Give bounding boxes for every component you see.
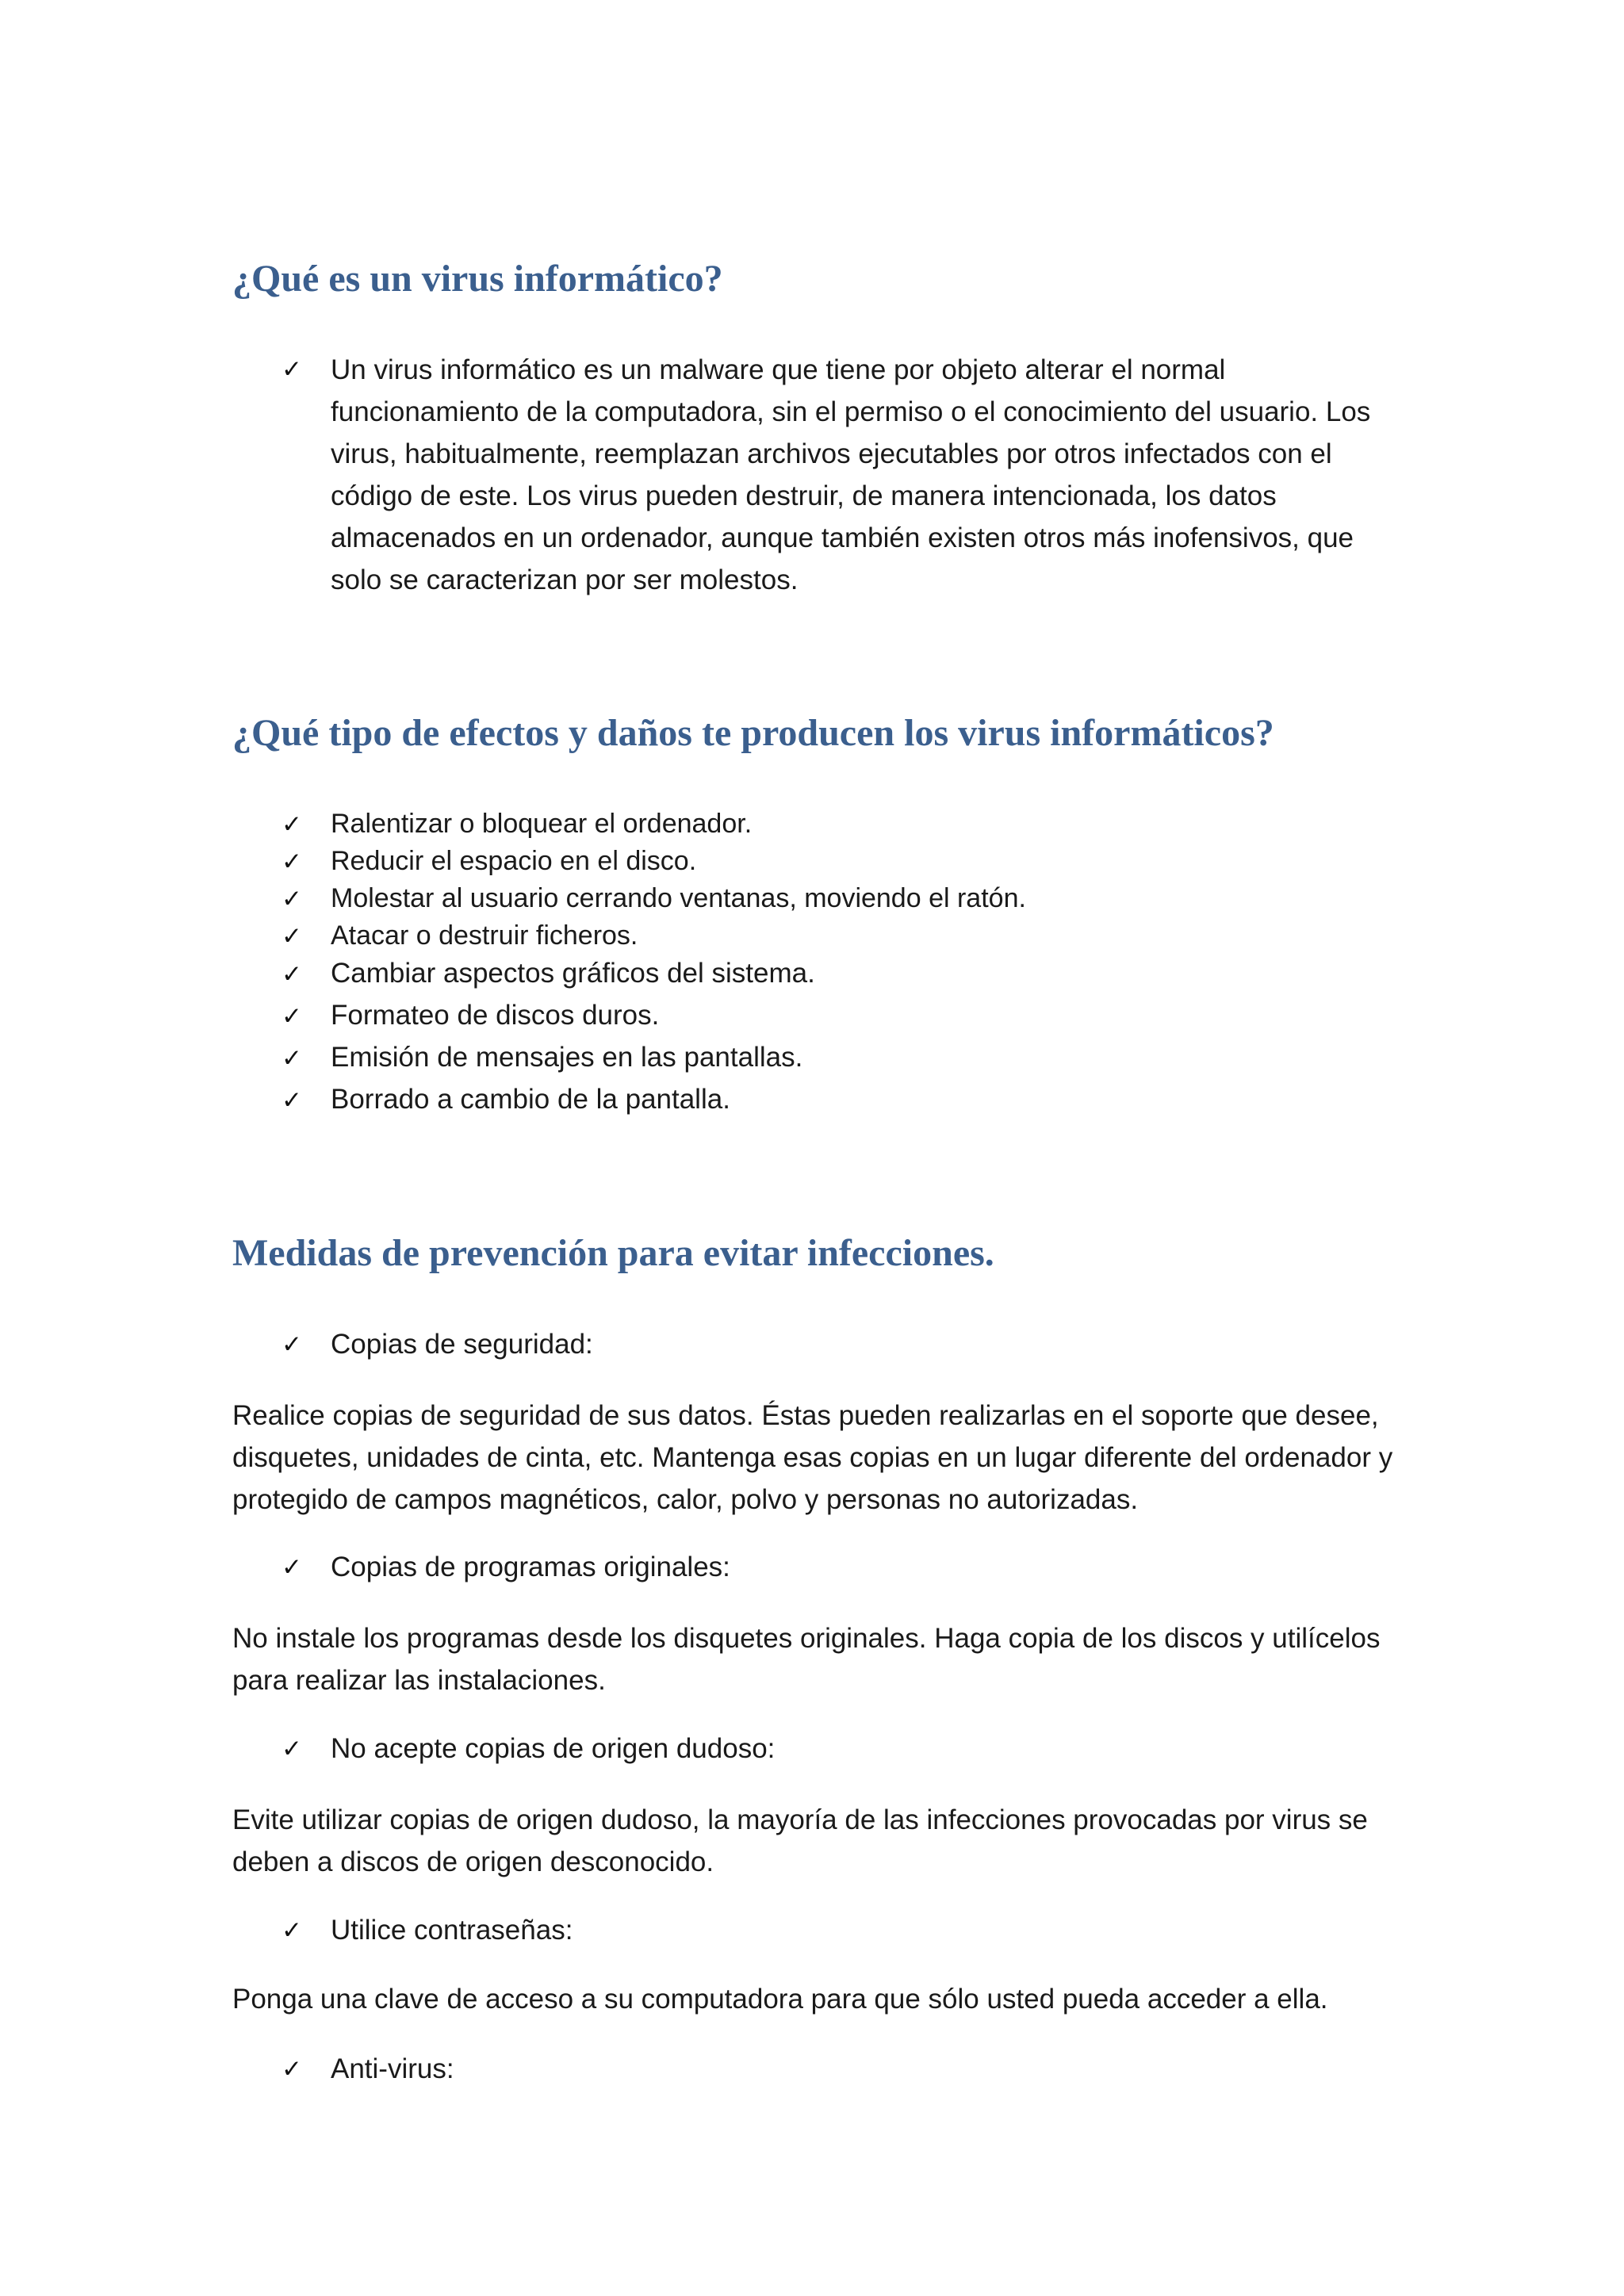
checkmark-icon: ✓: [282, 848, 302, 876]
effect-item: Emisión de mensajes en las pantallas.: [331, 1042, 803, 1073]
effect-item: Reducir el espacio en el disco.: [331, 846, 697, 876]
measure-description: Evite utilizar copias de origen dudoso, la mayoría de las infecciones provocadas por virus se deben a discos de origen desconocido.: [232, 1804, 1368, 1877]
effect-item: Formateo de discos duros.: [331, 1000, 660, 1031]
checkmark-icon: ✓: [282, 1735, 302, 1763]
checkmark-icon: ✓: [282, 1086, 302, 1115]
checkmark-icon: ✓: [282, 922, 302, 951]
checkmark-icon: ✓: [282, 1044, 302, 1073]
measure-title: Copias de programas originales:: [331, 1552, 730, 1582]
effect-item: Molestar al usuario cerrando ventanas, moviendo el ratón.: [331, 883, 1026, 913]
checkmark-icon: ✓: [282, 2055, 302, 2084]
virus-definition-paragraph: Un virus informático es un malware que tiene por objeto alterar el normal funcionamiento de la computadora, sin el permiso o el conocimiento del usuario. Los virus, habitualmente, reemplazan archivos ejecutables por otros infectados con el código de este. Los virus pueden destruir, de manera intencionada, los datos almacenados en un ordenador, aunque también existen otros más inofensivos, que solo se caracterizan por ser molestos.: [331, 354, 1371, 595]
checkmark-icon: ✓: [282, 810, 302, 839]
effect-item: Ralentizar o bloquear el ordenador.: [331, 809, 753, 839]
measure-title: Anti-virus:: [331, 2053, 454, 2084]
checkmark-icon: ✓: [282, 1330, 302, 1359]
effect-item: Atacar o destruir ficheros.: [331, 920, 638, 951]
checkmark-icon: ✓: [282, 1002, 302, 1031]
measure-title: Copias de seguridad:: [331, 1329, 593, 1360]
measure-description: Ponga una clave de acceso a su computadora para que sólo usted pueda acceder a ella.: [232, 1984, 1328, 2015]
effect-item: Cambiar aspectos gráficos del sistema.: [331, 958, 815, 989]
checkmark-icon: ✓: [282, 960, 302, 989]
measure-description: No instale los programas desde los disquetes originales. Haga copia de los discos y utilícelos para realizar las instalaciones.: [232, 1623, 1381, 1696]
section-heading-what-is-virus: ¿Qué es un virus informático?: [232, 258, 723, 300]
measure-description: Realice copias de seguridad de sus datos. Éstas pueden realizarlas en el soporte que desee, disquetes, unidades de cinta, etc. Mantenga esas copias en un lugar diferente del ordenador y protegido de campos magnéticos, calor, polvo y personas no autorizadas.: [232, 1400, 1393, 1515]
section-heading-effects: ¿Qué tipo de efectos y daños te producen los virus informáticos?: [232, 712, 1274, 754]
measure-title: Utilice contraseñas:: [331, 1915, 573, 1946]
measure-title: No acepte copias de origen dudoso:: [331, 1733, 776, 1764]
checkmark-icon: ✓: [282, 355, 302, 384]
section-heading-prevention: Medidas de prevención para evitar infecciones.: [232, 1232, 994, 1274]
checkmark-icon: ✓: [282, 885, 302, 913]
effect-item: Borrado a cambio de la pantalla.: [331, 1084, 730, 1115]
checkmark-icon: ✓: [282, 1553, 302, 1582]
checkmark-icon: ✓: [282, 1916, 302, 1945]
